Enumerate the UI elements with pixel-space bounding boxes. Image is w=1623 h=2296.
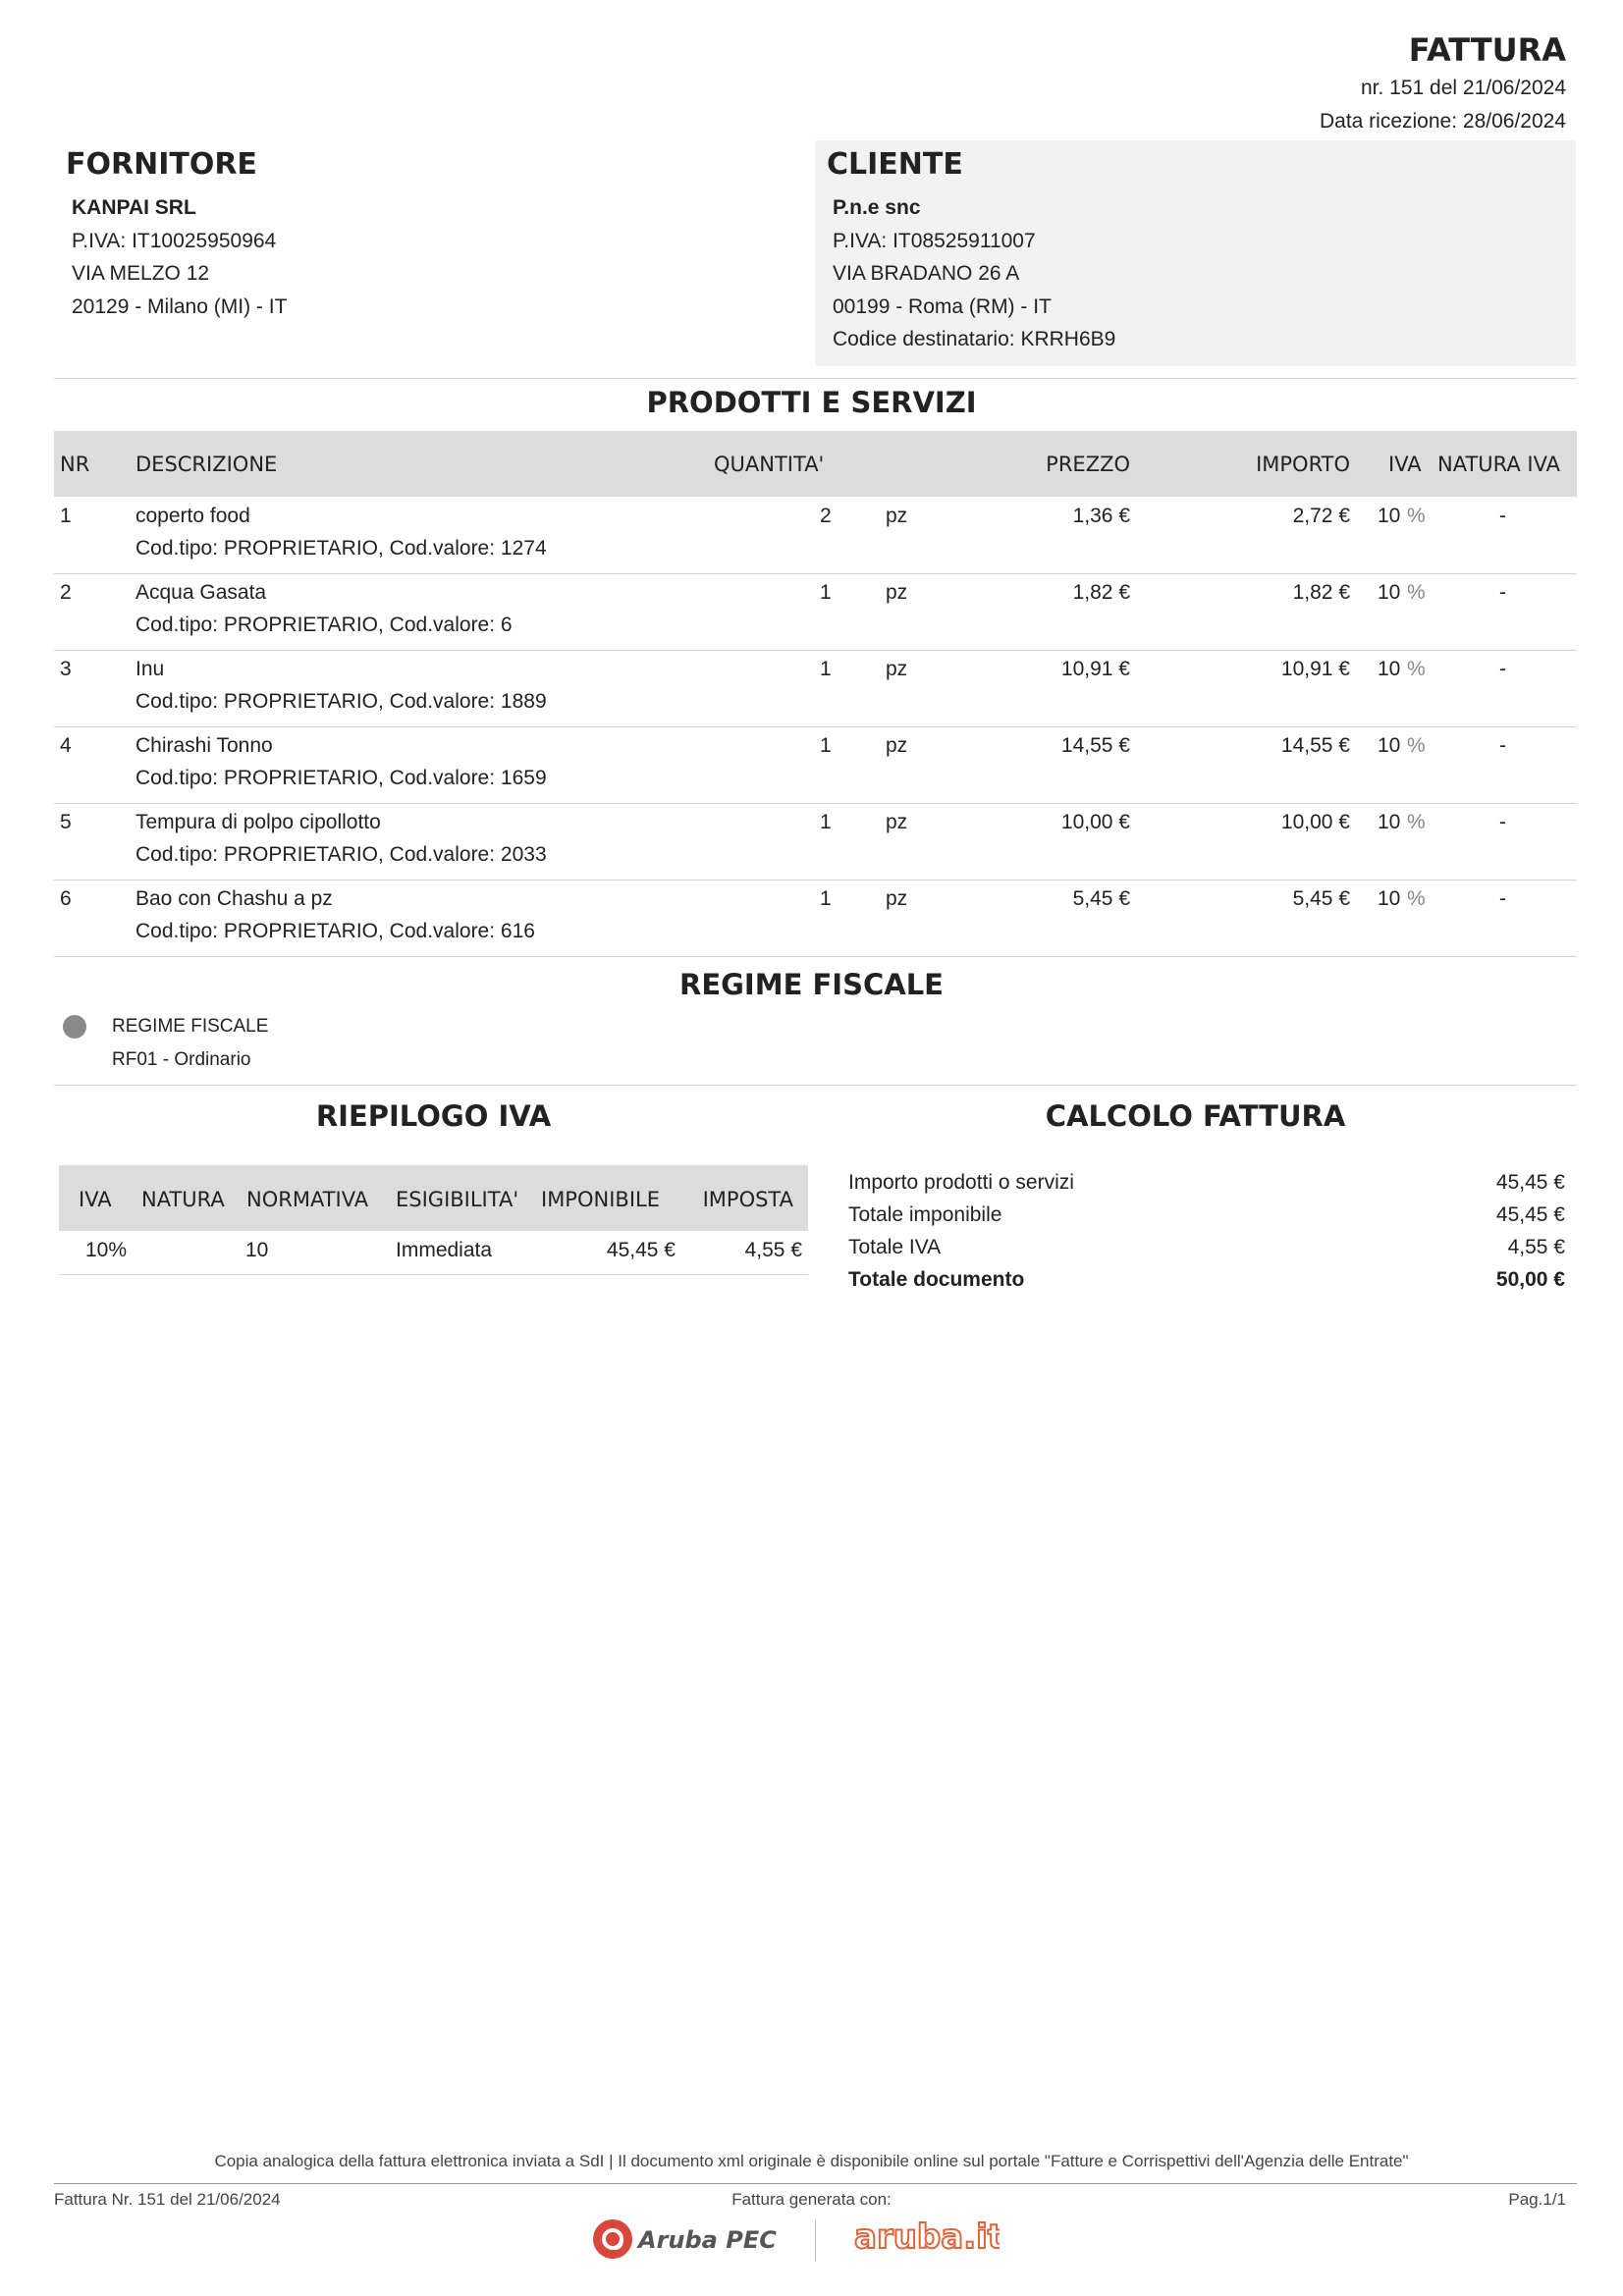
- iva-summary-header: [59, 1165, 808, 1231]
- row-natura: -: [1499, 505, 1506, 527]
- iva-imposta: 4,55 €: [744, 1239, 802, 1261]
- row-price: 10,91 €: [1060, 658, 1130, 680]
- row-description: Bao con Chashu a pz: [135, 887, 333, 910]
- row-iva: 10: [1378, 887, 1401, 910]
- aruba-it-logo: [852, 2213, 1000, 2269]
- iva-imponibile: 45,45 €: [606, 1239, 676, 1261]
- row-natura: -: [1499, 887, 1506, 910]
- row-quantity: 1: [820, 734, 832, 757]
- row-iva: 10: [1378, 811, 1401, 833]
- col-iva: IVA: [79, 1188, 112, 1211]
- client-address: VIA BRADANO 26 A: [833, 262, 1020, 285]
- supplier-name: KANPAI SRL: [72, 196, 196, 219]
- row-iva-percent: %: [1407, 811, 1426, 833]
- row-nr: 2: [60, 581, 72, 604]
- table-row: [54, 497, 1577, 574]
- client-name: P.n.e snc: [833, 196, 921, 219]
- calc-label: Totale IVA: [848, 1236, 942, 1258]
- row-description: Chirashi Tonno: [135, 734, 273, 757]
- row-amount: 14,55 €: [1280, 734, 1350, 757]
- row-quantity: 1: [820, 811, 832, 833]
- regime-value: RF01 - Ordinario: [112, 1049, 251, 1070]
- row-iva-percent: %: [1407, 887, 1426, 910]
- col-description: DESCRIZIONE: [135, 453, 278, 476]
- row-natura: -: [1499, 811, 1506, 833]
- col-price: PREZZO: [1046, 453, 1130, 476]
- calc-title: CALCOLO FATTURA: [1045, 1099, 1346, 1133]
- regime-title: REGIME FISCALE: [678, 968, 944, 1001]
- row-iva: 10: [1378, 658, 1401, 680]
- row-unit: pz: [886, 581, 908, 604]
- row-code: Cod.tipo: PROPRIETARIO, Cod.valore: 6: [135, 614, 513, 636]
- row-nr: 4: [60, 734, 72, 757]
- products-title: PRODOTTI E SERVIZI: [646, 386, 977, 419]
- supplier-block: [54, 147, 800, 323]
- table-row: [54, 726, 1577, 804]
- row-quantity: 1: [820, 887, 832, 910]
- supplier-address: VIA MELZO 12: [72, 262, 210, 285]
- col-nr: NR: [60, 453, 90, 476]
- col-amount: IMPORTO: [1256, 453, 1350, 476]
- divider: [54, 1085, 1577, 1086]
- iva-esigibilita: Immediata: [396, 1239, 493, 1261]
- footer-note: Copia analogica della fattura elettronica inviata a SdI | Il documento xml originale è disponibile online sul portale "Fatture e Corrispettivi dell'Agenzia delle Entrate": [214, 2152, 1409, 2170]
- calc-value: 45,45 €: [1495, 1171, 1565, 1194]
- row-iva-percent: %: [1407, 505, 1426, 527]
- client-title: CLIENTE: [827, 147, 963, 182]
- row-nr: 5: [60, 811, 72, 833]
- row-amount: 10,00 €: [1280, 811, 1350, 833]
- row-unit: pz: [886, 658, 908, 680]
- iva-summary-row: [59, 1231, 808, 1275]
- footer-divider: [54, 2183, 1577, 2184]
- table-row: [54, 803, 1577, 881]
- calc-label: Totale documento: [848, 1268, 1025, 1291]
- row-price: 5,45 €: [1072, 887, 1130, 910]
- row-quantity: 1: [820, 581, 832, 604]
- row-natura: -: [1499, 658, 1506, 680]
- calc-row: [848, 1236, 1565, 1269]
- invoice-title: FATTURA: [1408, 31, 1566, 69]
- receipt-date: Data ricezione: 28/06/2024: [1319, 110, 1566, 133]
- col-iva: IVA: [1388, 453, 1422, 476]
- footer-invoice-ref: Fattura Nr. 151 del 21/06/2024: [54, 2190, 281, 2209]
- supplier-city: 20129 - Milano (MI) - IT: [72, 294, 288, 318]
- row-amount: 1,82 €: [1292, 581, 1350, 604]
- products-table-header: [54, 431, 1577, 497]
- row-description: coperto food: [135, 505, 250, 527]
- logo-separator: [815, 2220, 816, 2262]
- row-code: Cod.tipo: PROPRIETARIO, Cod.valore: 1274: [135, 537, 547, 560]
- aruba-it-logo-text: aruba.it: [854, 2217, 1000, 2257]
- row-description: Acqua Gasata: [135, 581, 267, 604]
- calc-row: [848, 1203, 1565, 1237]
- client-city: 00199 - Roma (RM) - IT: [833, 294, 1052, 318]
- row-price: 10,00 €: [1060, 811, 1130, 833]
- row-code: Cod.tipo: PROPRIETARIO, Cod.valore: 1659: [135, 767, 547, 789]
- col-imponibile: IMPONIBILE: [541, 1188, 660, 1211]
- invoice-number: nr. 151 del 21/06/2024: [1360, 77, 1566, 99]
- calc-value: 50,00 €: [1495, 1268, 1565, 1291]
- row-quantity: 1: [820, 658, 832, 680]
- row-iva-percent: %: [1407, 658, 1426, 680]
- divider: [54, 378, 1577, 379]
- supplier-title: FORNITORE: [66, 147, 257, 182]
- calc-value: 45,45 €: [1495, 1203, 1565, 1226]
- col-quantity: QUANTITA': [714, 453, 825, 476]
- client-vat: P.IVA: IT08525911007: [833, 229, 1036, 252]
- row-iva: 10: [1378, 505, 1401, 527]
- row-price: 14,55 €: [1060, 734, 1130, 757]
- row-iva-percent: %: [1407, 734, 1426, 757]
- table-row: [54, 880, 1577, 957]
- iva-rate: 10%: [85, 1239, 128, 1261]
- table-row: [54, 650, 1577, 727]
- row-amount: 10,91 €: [1280, 658, 1350, 680]
- row-natura: -: [1499, 734, 1506, 757]
- calc-label: Importo prodotti o servizi: [848, 1171, 1074, 1194]
- footer-page-number: Pag.1/1: [1508, 2190, 1566, 2209]
- supplier-vat: P.IVA: IT10025950964: [72, 229, 277, 252]
- col-normativa: NORMATIVA: [246, 1188, 369, 1211]
- calc-row: [848, 1171, 1565, 1204]
- row-description: Inu: [135, 658, 165, 680]
- client-block: [815, 140, 1576, 366]
- row-quantity: 2: [820, 505, 832, 527]
- row-iva-percent: %: [1407, 581, 1426, 604]
- col-esigibilita: ESIGIBILITA': [396, 1188, 519, 1211]
- row-nr: 1: [60, 505, 72, 527]
- aruba-pec-logo-text: Aruba PEC: [638, 2226, 777, 2254]
- col-natura: NATURA: [141, 1188, 225, 1211]
- row-nr: 3: [60, 658, 72, 680]
- row-unit: pz: [886, 887, 908, 910]
- col-imposta: IMPOSTA: [702, 1188, 793, 1211]
- row-natura: -: [1499, 581, 1506, 604]
- row-price: 1,82 €: [1072, 581, 1130, 604]
- calc-value: 4,55 €: [1507, 1236, 1565, 1258]
- row-unit: pz: [886, 505, 908, 527]
- row-unit: pz: [886, 811, 908, 833]
- client-recipient-code: Codice destinatario: KRRH6B9: [833, 328, 1116, 350]
- row-nr: 6: [60, 887, 72, 910]
- row-iva: 10: [1378, 734, 1401, 757]
- calc-label: Totale imponibile: [848, 1203, 1002, 1226]
- aruba-pec-logo: [589, 2216, 785, 2263]
- calc-row: [848, 1268, 1565, 1302]
- footer-generated-with: Fattura generata con:: [731, 2190, 892, 2209]
- row-price: 1,36 €: [1072, 505, 1130, 527]
- iva-summary-title: RIEPILOGO IVA: [315, 1099, 552, 1133]
- row-iva: 10: [1378, 581, 1401, 604]
- bullet-icon: [63, 1015, 86, 1039]
- regime-label: REGIME FISCALE: [112, 1016, 269, 1037]
- table-row: [54, 573, 1577, 651]
- row-description: Tempura di polpo cipollotto: [135, 811, 381, 833]
- row-amount: 2,72 €: [1292, 505, 1350, 527]
- iva-normativa: 10: [245, 1239, 269, 1261]
- row-unit: pz: [886, 734, 908, 757]
- row-amount: 5,45 €: [1292, 887, 1350, 910]
- row-code: Cod.tipo: PROPRIETARIO, Cod.valore: 616: [135, 920, 535, 942]
- col-natura-iva: NATURA IVA: [1437, 453, 1561, 476]
- row-code: Cod.tipo: PROPRIETARIO, Cod.valore: 2033: [135, 843, 547, 866]
- row-code: Cod.tipo: PROPRIETARIO, Cod.valore: 1889: [135, 690, 547, 713]
